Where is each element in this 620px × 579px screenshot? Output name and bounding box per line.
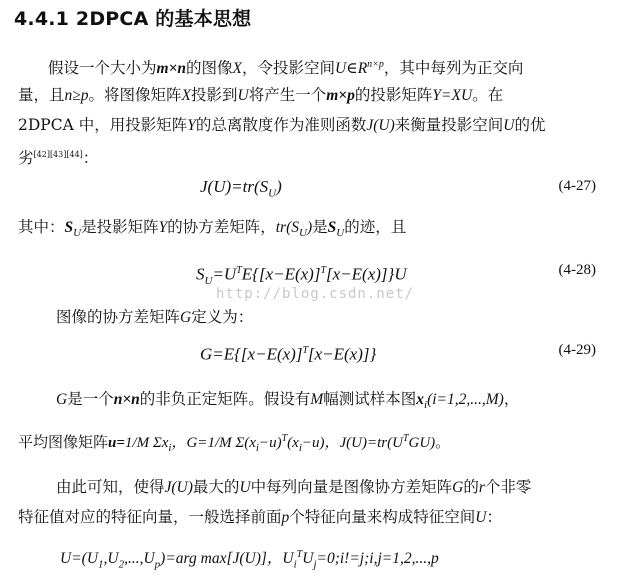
math: p <box>281 509 290 526</box>
math: (i=1,2,...,M) <box>427 391 504 408</box>
math: X <box>232 60 243 78</box>
text: ， <box>503 390 520 408</box>
math: U <box>237 87 249 104</box>
text: 的图像 <box>186 59 233 78</box>
text: 的总离散度作为准则函数 <box>195 116 367 134</box>
text: 的 <box>463 478 479 496</box>
math: M <box>310 391 324 408</box>
math: Y <box>187 117 196 134</box>
citation: [42][43][44] <box>33 150 83 159</box>
text: 是 <box>312 218 328 236</box>
eq-sub: j <box>313 558 317 571</box>
math: n≥p <box>64 87 89 104</box>
equation-number-4-27: (4-27) <box>558 178 596 194</box>
math: G <box>180 309 192 326</box>
para6-line2 <box>18 506 502 529</box>
text: 幅测试样本图 <box>323 390 417 408</box>
math: G <box>56 391 68 408</box>
math: U <box>239 479 251 496</box>
text: 是一个 <box>67 390 114 408</box>
text: 的优 <box>514 116 546 134</box>
math: u= <box>108 435 125 451</box>
text: 个非零 <box>484 478 532 496</box>
text: 投影到 <box>191 86 238 104</box>
math-sub: U <box>336 227 345 240</box>
text: 定义为： <box>191 308 254 326</box>
text: 是投影矩阵 <box>81 218 159 236</box>
eq-sub: i <box>293 558 297 571</box>
math: J(U) <box>164 479 193 496</box>
eq-body: E{[x−E(x)] <box>241 264 321 284</box>
text: ： <box>82 149 99 168</box>
text: ，其中每列为正交向 <box>383 59 524 78</box>
math: n×n <box>113 391 140 408</box>
equation-4-27 <box>200 172 282 208</box>
math: U∈R <box>335 60 368 78</box>
math: (x <box>287 435 299 451</box>
math: tr(S <box>275 219 299 236</box>
text: 其中： <box>18 218 65 236</box>
section-heading: 4.4.1 2DPCA 的基本思想 <box>14 8 252 30</box>
text: 将产生一个 <box>248 86 327 104</box>
math: S <box>64 219 74 236</box>
para2 <box>18 216 406 244</box>
math: ) <box>306 219 313 236</box>
math-sub: U <box>299 227 307 240</box>
math-sub: i <box>168 442 172 454</box>
eq-body: [x−E(x)]}U <box>326 264 407 284</box>
para5 <box>18 428 450 459</box>
eq-sup: T <box>236 265 242 276</box>
eq-body: U <box>302 550 314 568</box>
text: 。在 <box>472 86 504 104</box>
eq-body: J(U)=tr(S <box>200 177 269 196</box>
math: 1/M Σ(x <box>207 435 256 451</box>
math: Y=XU <box>432 87 473 104</box>
text: ： <box>486 508 502 526</box>
para1-line1 <box>48 54 523 80</box>
math-sub: U <box>73 227 82 240</box>
eq-sub: U <box>204 275 213 288</box>
eq-sup: T <box>296 549 303 560</box>
text: 2DPCA 中，用投影矩阵 <box>18 116 188 134</box>
equation-4-29 <box>200 336 376 370</box>
math: −u) <box>258 435 282 451</box>
math: x <box>416 391 424 408</box>
eq-body: ,U <box>103 550 119 568</box>
math-sub: i <box>255 442 259 454</box>
para4 <box>56 388 519 416</box>
equation-number-4-29: (4-29) <box>558 342 596 358</box>
math-sup: T <box>281 433 288 444</box>
math: r <box>478 479 485 496</box>
math: ，G= <box>171 435 208 451</box>
math-sub: i <box>298 442 302 454</box>
math: Y <box>158 219 168 236</box>
eq-lhs: S <box>196 264 205 284</box>
eq-sup: T <box>320 265 327 276</box>
para1-line3 <box>18 114 545 137</box>
math: X <box>181 87 192 104</box>
text: 的非负正定矩阵。假设有 <box>139 390 311 408</box>
eq-body: G=E{[x−E(x)] <box>200 344 303 364</box>
eq-sup: T <box>302 345 308 356</box>
text: 。 <box>435 433 451 451</box>
text: 个特征向量来构成特征空间 <box>289 508 476 526</box>
math: m×n <box>156 60 187 78</box>
equation-final <box>60 540 439 579</box>
math-sup: n×p <box>367 59 384 70</box>
eq-body: U=(U <box>60 550 99 568</box>
equation-number-4-28: (4-28) <box>558 262 596 278</box>
math: x <box>161 435 169 451</box>
math: m×p <box>326 87 355 104</box>
eq-close: ) <box>276 177 282 196</box>
para6-line1 <box>56 476 531 499</box>
text: 最大的 <box>192 478 240 496</box>
math: S <box>327 219 337 236</box>
eq-body: )=arg max[J(U)]，U <box>160 550 294 568</box>
text: 中每列向量是图像协方差矩阵 <box>250 478 453 496</box>
eq-sub: p <box>154 558 161 571</box>
text: 由此可知，使得 <box>56 478 165 496</box>
text: 的协方差矩阵， <box>167 218 276 236</box>
eq-body: [x−E(x)]} <box>308 344 377 364</box>
eq-sub: 2 <box>118 558 125 571</box>
text: 特征值对应的特征向量，一般选择前面 <box>18 508 282 526</box>
text: 平均图像矩阵 <box>18 433 109 451</box>
text: ，令投影空间 <box>242 59 336 78</box>
watermark: http://blog.csdn.net/ <box>216 286 415 302</box>
eq-sub: U <box>268 187 277 200</box>
text: 的投影矩阵 <box>354 86 433 104</box>
math: 1/M Σ <box>124 435 162 451</box>
math: ，J(U)=tr(U <box>324 435 403 451</box>
text: 劣 <box>18 149 34 168</box>
text: 图像的协方差矩阵 <box>56 308 181 326</box>
para1-line4 <box>18 144 98 169</box>
math: G <box>452 479 464 496</box>
math: U <box>475 509 487 526</box>
text: 。将图像矩阵 <box>88 86 182 104</box>
eq-body: =U <box>212 264 237 284</box>
text: 假设一个大小为 <box>48 59 157 78</box>
para3 <box>56 306 253 329</box>
eq-body: ,...,U <box>124 550 155 568</box>
math: GU) <box>408 435 436 451</box>
math: J(U) <box>366 117 395 134</box>
eq-sub: 1 <box>98 558 104 571</box>
text: 来衡量投影空间 <box>394 116 504 134</box>
para1-line2 <box>18 84 503 107</box>
math: U <box>503 117 515 134</box>
math-sup: T <box>402 433 409 444</box>
text: 量，且 <box>18 86 65 104</box>
text: 的迹，且 <box>344 218 407 236</box>
math: −u) <box>301 435 325 451</box>
eq-body: =0;i!=j;i,j=1,2,...,p <box>316 550 439 568</box>
math-sub: i <box>424 399 428 412</box>
